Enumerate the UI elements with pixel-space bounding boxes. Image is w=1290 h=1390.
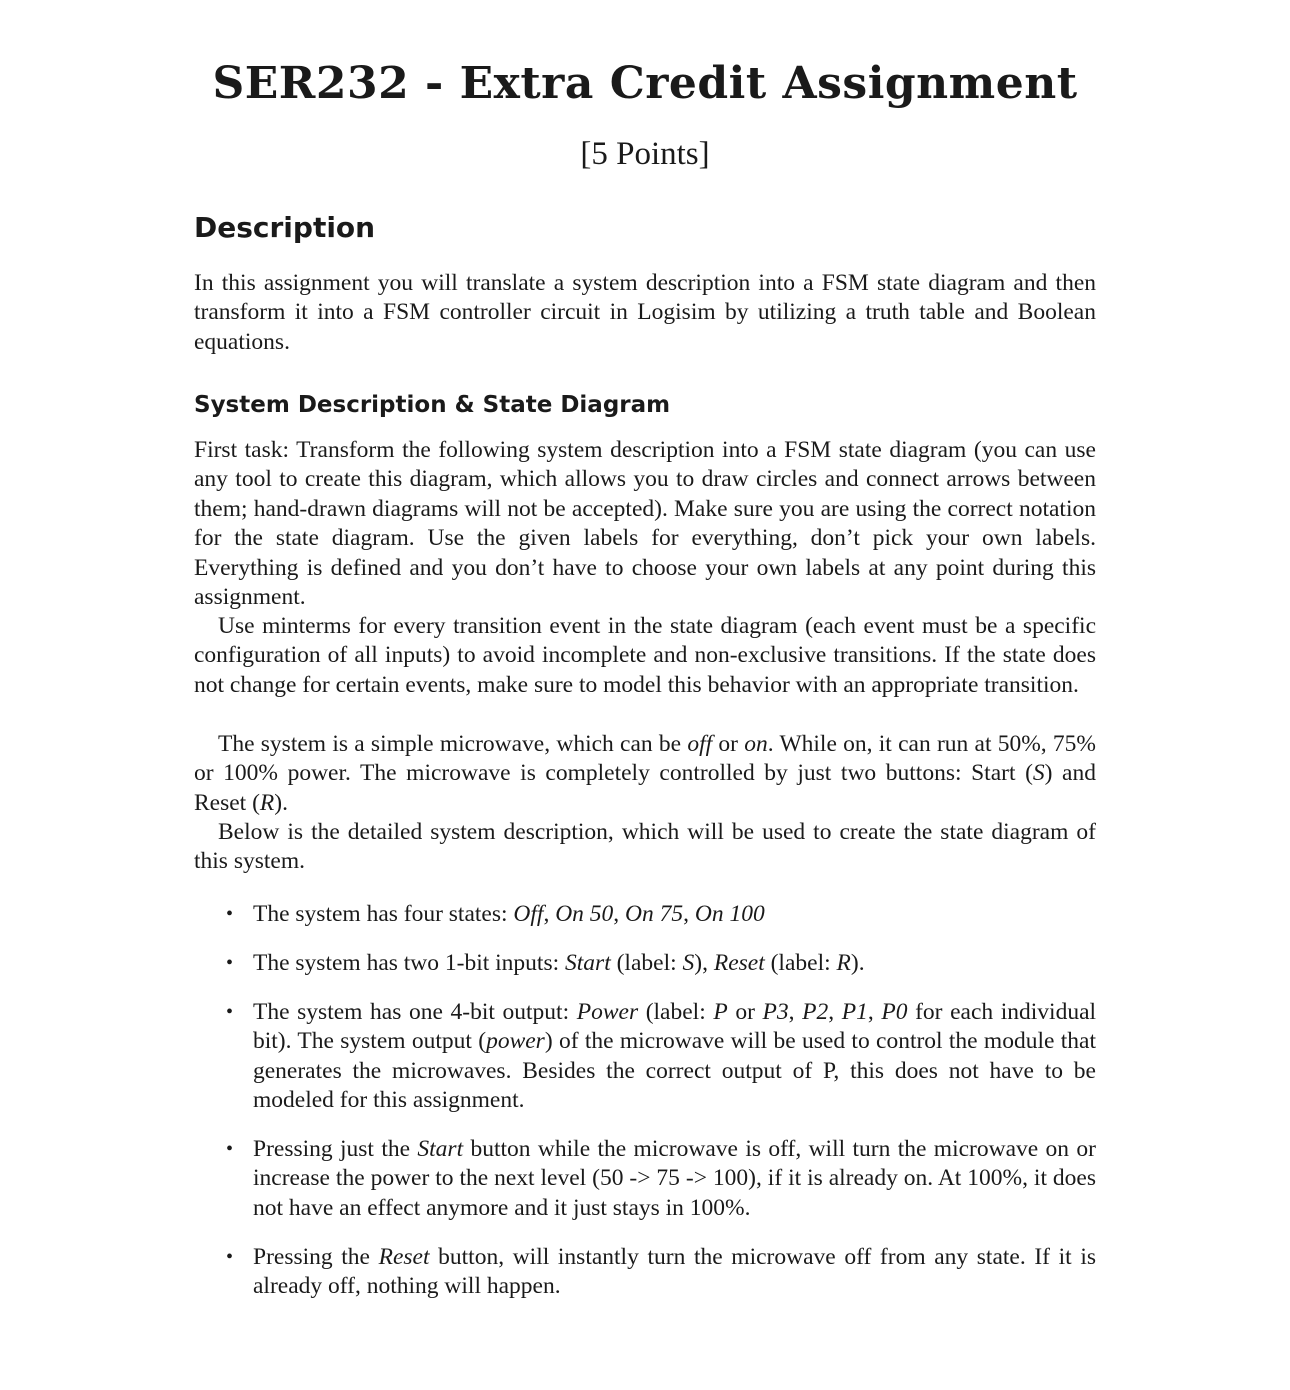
minterms-paragraph: Use minterms for every transition event in the state diagram (each event must be a specific configuration of all inputs) to avoid incomplete and non-exclusive transitions. If the state does not change for certain events, make sure to model this behavior with an appropriate transition.: [194, 613, 1096, 698]
list-item: • The system has four states: Off, On 50, On 75, On 100: [194, 900, 1096, 929]
bullet-icon: •: [226, 1137, 234, 1160]
bullet-icon: •: [226, 951, 234, 974]
detailed-description-paragraph: Below is the detailed system description, which will be used to create the state diagram of this system.: [194, 819, 1096, 875]
requirements-list: [194, 900, 1096, 1321]
points-subtitle: [5 Points]: [580, 136, 710, 172]
list-item: • The system has one 4-bit output: Power (label: P or P3, P2, P1, P0 for each individual bit). The system output (power) of the microwave will be used to control the module that generates the microwaves. Besides the correct output of P, this does not have to be modeled for this assignment.: [226, 998, 1097, 1114]
first-task-paragraph: First task: Transform the following system description into a FSM state diagram (you can use any tool to create this diagram, which allows you to draw circles and connect arrows between them; hand-drawn diagrams will not be accepted). Make sure you are using the correct notation for the state diagram. Use the given labels for everything, don’t pick your own labels. Everything is defined and you don’t have to choose your own labels at any point during this assignment.: [194, 437, 1096, 611]
bullet-icon: •: [226, 1000, 234, 1023]
bullet-icon: •: [226, 903, 234, 925]
bullet-icon: •: [226, 1245, 234, 1268]
document-title: SER232 - Extra Credit Assignment: [212, 58, 1078, 109]
off-term: off: [687, 731, 713, 757]
microwave-paragraph: The system is a simple microwave, which can be off or on. While on, it can run at 50%, 75% or 100% power. The microwave is completely controlled by just two buttons: Start (S) and Reset (R).: [194, 731, 1097, 816]
on-term: on: [744, 731, 768, 757]
list-item: • The system has two 1-bit inputs: Start (label: S), Reset (label: R).: [194, 949, 1096, 978]
description-heading: Description: [194, 211, 376, 244]
description-paragraph: In this assignment you will translate a system description into a FSM state diagram and then transform it into a FSM controller circuit in Logisim by utilizing a truth table and Boolean equations.: [194, 270, 1096, 355]
list-item: • Pressing just the Start button while the microwave is off, will turn the microwave on or increase the power to the next level (50 -> 75 -> 100), if it is already on. At 100%, it does not have an effect anymore and it just stays in 100%.: [226, 1135, 1096, 1221]
list-item: • Pressing the Reset button, will instantly turn the microwave off from any state. If it is already off, nothing will happen.: [226, 1243, 1096, 1300]
system-description-heading: System Description & State Diagram: [194, 392, 671, 418]
